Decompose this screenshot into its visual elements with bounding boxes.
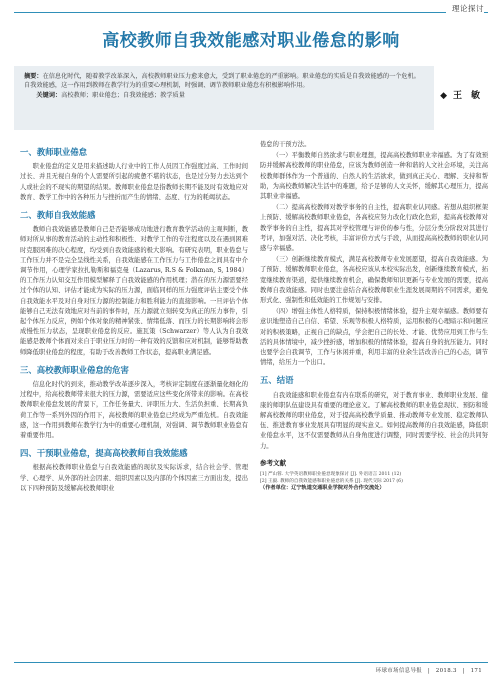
reference-item: [2] 王毅. 教师的自我效能感和职业倦怠的关系 [J]. 现代交际 2017 (6): [260, 479, 403, 485]
paragraph: （三）创新继续教育模式，满足高校教师专业发展愿望，提高自我效能感。为了预防、缓解教师职业倦怠，各高校应该从本校实际出发，创新继续教育模式，拓宽继续教育渠道，提供继续教育机会，确保教师知识更新与专业发展的需要，提高教师自我效能感。同时也要注意结合高校教师职业生涯发展周期的不同需求，避免形式化、强制性和低效能的工作规划与安排。: [260, 256, 488, 305]
reference-item: [1] 严山蓉. 大学英语教师职业倦怠现象探讨 [J]. 外语语言 2011 (12): [260, 472, 402, 478]
page-footer: 环球市场信息导报 | 2018.3 | 171: [375, 668, 482, 674]
author-affiliation: （作者单位：辽宁轨道交通职业学院对外合作交流处）: [260, 485, 385, 492]
abstract-text: 摘要：在信息化时代，随着教学改革深入，高校教师职业压力愈来愈大，受到了职业倦怠的严重影响。职业倦怠的实质是自我效能感的一个危机。自我效能感，这一作用到教师在教学行为的重要心理机制，时强调、调节教师职业倦怠有积极影响作用。: [24, 73, 420, 90]
paragraph: 根据高校教师职业倦怠与自我效能感的现状及实际诉求，结合社会学、管理学、心理学、从外部的社会因素、组织因素以及内部的个体因素三方面出发，提出以下四种预防及缓解高校教师职业: [20, 464, 248, 492]
left-column: [20, 140, 248, 495]
section-heading: 五、结语: [260, 375, 294, 386]
abstract-label: 摘要：: [24, 73, 43, 80]
column-tag: 理论探讨: [446, 3, 484, 14]
paragraph: 自我效能感和职业倦怠有内在联系的研究，对于教育事业、教师职业发展、健康的师职队伍建设具有重要的理论意义。了解高校教师的职业倦怠现状、预防和缓解高校教师的职业倦怠，对于提高高校教学质量、推动教师专业发展、稳定教师队伍、推进教育事业发展具有明显的现实意义。如何提高教师的自我效能感，降低职业倦怠水平，这不仅需要教师从自身角度进行调整，同时需要学校、社会的共同努力。: [260, 391, 488, 450]
keywords-label: 关键词：: [36, 91, 62, 99]
author: ◆ 王 敏: [440, 91, 480, 101]
section-heading: 一、教师职业倦怠: [20, 147, 87, 157]
right-column: [260, 140, 488, 492]
section-heading: 三、高校教师职业倦怠的危害: [20, 364, 129, 375]
keywords: 关键词：高校教师；职业倦怠；自我效能感；教学质量: [36, 91, 185, 99]
section-heading: 二、教师自我效能感: [20, 210, 96, 221]
paragraph: 教师自我效能感是教师自己是否能够成功地进行教育教学活动的主观判断，教师对所从事的教育活动的主动性和积极性、对教学工作的专注程度以及在遇到困难时克服困难的决心程度，均受到自我效能感的极大影响。有研究表明，职业倦怠与工作压力并不是完全呈线性关系，自我效能感在工作压力与工作倦怠之间具有中介调节作用，心理学家拉扎勒斯和福克曼（Lazarus, R.S & Folkman, S, 1984）的工作压力认知交互作用模型解释了自我效能感的作用机理；潜在的压力源需要经过个体的认知、评估才能成为实际的压力源，面临同样的压力强度评估主要受个体自我效能水平及对自身对压力源的控制能力和胜利能力的直接影响。一旦评估个体能够自己无法有效地应对当前的事件时，压力源就立刻转变为真正的压力事件，引起个体压力反应，例如个体对象的精神紧张、情绪低落、而压力的长期影响将会形成慢性压力状态，呈现职业倦怠的反应。施瓦策（Schwarzer）等人认为自我效能感是教师个体面对来自于职业压力时的一种有效的反馈和应对机制，能够帮助教师降低职业倦怠的程度，有助于改善教师工作状态，提高职业满足感。: [20, 226, 248, 356]
header-rule: [14, 12, 488, 13]
diamond-icon: ◆: [440, 91, 447, 101]
paragraph: 职业倦怠的定义是用来描述助人行业中的工作人员因工作强度过高、工作时间过长、并且无视自身的个人需要所引起的疲惫不堪的状态，也是过分努力去达到个人或社会的不现实的期望的结果。教师职业倦怠是指教师长期不能及时有效地应对教育、教学工作中的各种压力与挫折而产生的情绪、态度、行为的耗竭状态。: [20, 163, 248, 201]
paragraph: 倦怠的干预方法。: [260, 141, 311, 148]
paragraph: （一）平衡教师自然欲求与职业理想，提高高校教师职业幸福感。为了有效预防并缓解高校教师的职业倦怠，应该为教师创造一种和谐的人文社会环境，关注高校教师群体作为一个普通的、自然人的生活欲求，做到真正关心、理解、支持和帮助，为高校教师解决生活中的难题，给予足够的人文关怀，缓解其心理压力，提高其职业幸福感。: [260, 152, 488, 201]
paragraph: （四）增强主体性人格特质，保持积极情绪体验，提升主观幸福感。教师要有意识地塑造自己自信、希望、乐观等积极人格特质，运用积极的心理暗示和问题应对的积极策略，正视自己的缺点，学会把自己的长处、才能、优势应用到工作与生活的具体情境中，减少挫折感，增加积极的情绪体验，提高自身的抗压能力。同时也要学会自我调节，工作与休闲并重，利用丰富的业余生活改善自己的心态，调节情绪，给压力一个出口。: [260, 308, 488, 367]
footer-rule: [14, 662, 488, 663]
references-title: 参考文献: [260, 458, 286, 467]
article-title: 高校教师自我效能感对职业倦怠的影响: [102, 31, 400, 51]
paragraph: （二）提高高校教师对教学事务的自主性，提高职业认同感。若想从组织框架上预防、缓解高校教师职业倦怠，各高校应努力改化行政化色彩，提高高校教师对教学事务的自主性，提高其对学校管理与评价的参与性，分层分类分阶段对其进行考评，加强对活、决化考核，丰富评价方式与手段，从而提高高校教师的职业认同感与幸福感。: [260, 204, 488, 253]
abstract-box: [14, 66, 434, 130]
paragraph: 信息化时代的到来，推动教学改革逐步深入，考核评定制度在逐渐量化细化的过程中，给高校教师带来很大的压力源，需要适应这些变化所带来的影响。在高校教师职业倦怠发展的背景下，工作任务量大、评职压力大、生活负担重、长期高负荷工作等一系列外因的作用下，高校教师的职业倦怠已经成为严重危机。自我效能感，这一作用到教师在教学行为中的重要心理机制，对强调、调节教师职业倦怠有着重要作用。: [20, 381, 248, 440]
section-heading: 四、干预职业倦怠，提高高校教师自我效能感: [20, 448, 188, 459]
